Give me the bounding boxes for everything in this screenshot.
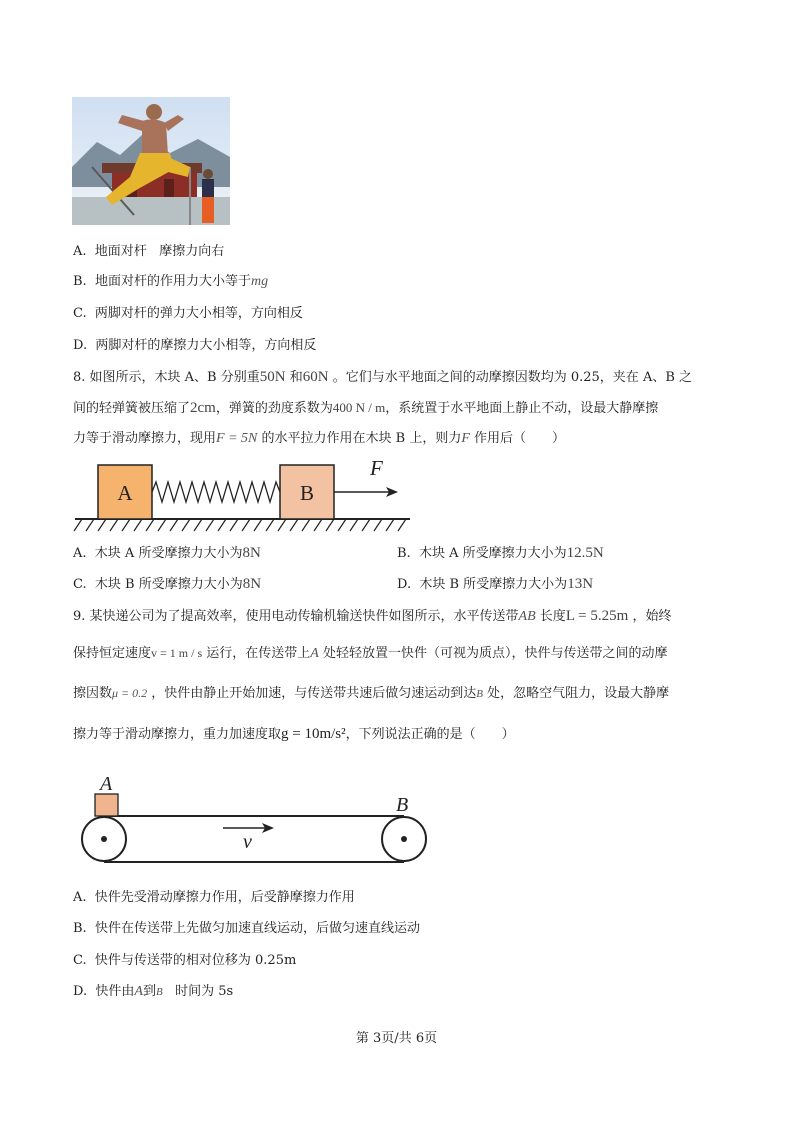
ground-hatching: [74, 519, 406, 531]
point-b-label: B: [396, 794, 409, 816]
q8-option-c[interactable]: C. 木块 B 所受摩擦力大小为8N: [73, 576, 262, 592]
q8-spring-figure: [70, 455, 415, 537]
q8-stem-line1: 8. 如图所示，木块 A、B 分别重50N 和60N 。它们与水平地面之间的动摩擦因数均为 0.25，夹在 A、B 之: [73, 369, 693, 385]
page-footer: 第 3页/共 6页: [355, 1031, 438, 1046]
q9-stem-line3: 擦因数μ = 0.2 ，快件由静止开始加速，与传送带共速后做匀速运动到达B 处，忽略空气阻力，设最大静摩: [73, 686, 670, 701]
q9-stem-line2: 保持恒定速度v = 1 m / s 运行，在传送带上A 处轻轻放置一快件（可视为质点），快件与传送带之间的动摩: [73, 646, 668, 661]
q8-option-a[interactable]: A. 木块 A 所受摩擦力大小为8N: [73, 545, 261, 561]
q9-stem-line1: 9. 某快递公司为了提高效率，使用电动传输机输送快件如图所示，水平传送带AB 长度L = 5.25m ，始终: [73, 608, 672, 624]
q7-option-d[interactable]: D. 两脚对杆的摩擦力大小相等，方向相反: [73, 338, 317, 353]
q8-option-d[interactable]: D. 木块 B 所受摩擦力大小为13N: [397, 576, 594, 592]
q9-option-b[interactable]: B. 快件在传送带上先做匀加速直线运动，后做匀速直线运动: [73, 921, 420, 936]
velocity-label: v: [243, 831, 252, 853]
q9-option-c[interactable]: C. 快件与传送带的相对位移为 0.25m: [73, 953, 297, 968]
q9-stem-line4: 擦力等于滑动摩擦力，重力加速度取g = 10m/s²，下列说法正确的是（ ）: [73, 726, 515, 742]
kungfu-photo: [72, 97, 230, 225]
q9-option-a[interactable]: A. 快件先受滑动摩擦力作用，后受静摩擦力作用: [73, 890, 355, 905]
q8-option-b[interactable]: B. 木块 A 所受摩擦力大小为12.5N: [397, 545, 604, 561]
block-a-label: A: [117, 481, 133, 505]
point-a-label: A: [100, 773, 113, 795]
q8-stem-line3: 力等于滑动摩擦力，现用F = 5N 的水平拉力作用在木块 B 上，则力F 作用后（ ）: [73, 431, 566, 446]
parcel: [95, 794, 118, 816]
q7-option-a[interactable]: A. 地面对杆 摩擦力向右: [73, 244, 225, 259]
left-pulley-axle: [101, 836, 107, 842]
block-b-label: B: [299, 481, 315, 505]
force-label: F: [370, 456, 383, 480]
q9-option-d[interactable]: D. 快件由A到B 时间为 5s: [73, 984, 234, 999]
spring: [152, 482, 280, 502]
q7-option-b[interactable]: B. 地面对杆的作用力大小等于mg: [73, 274, 269, 289]
q9-conveyor-figure: [78, 766, 434, 868]
q8-stem-line2: 间的轻弹簧被压缩了2cm，弹簧的劲度系数为400 N / m，系统置于水平地面上静止不动，设最大静摩擦: [73, 400, 659, 416]
q7-option-c[interactable]: C. 两脚对杆的弹力大小相等，方向相反: [73, 306, 303, 321]
right-pulley-axle: [401, 836, 407, 842]
